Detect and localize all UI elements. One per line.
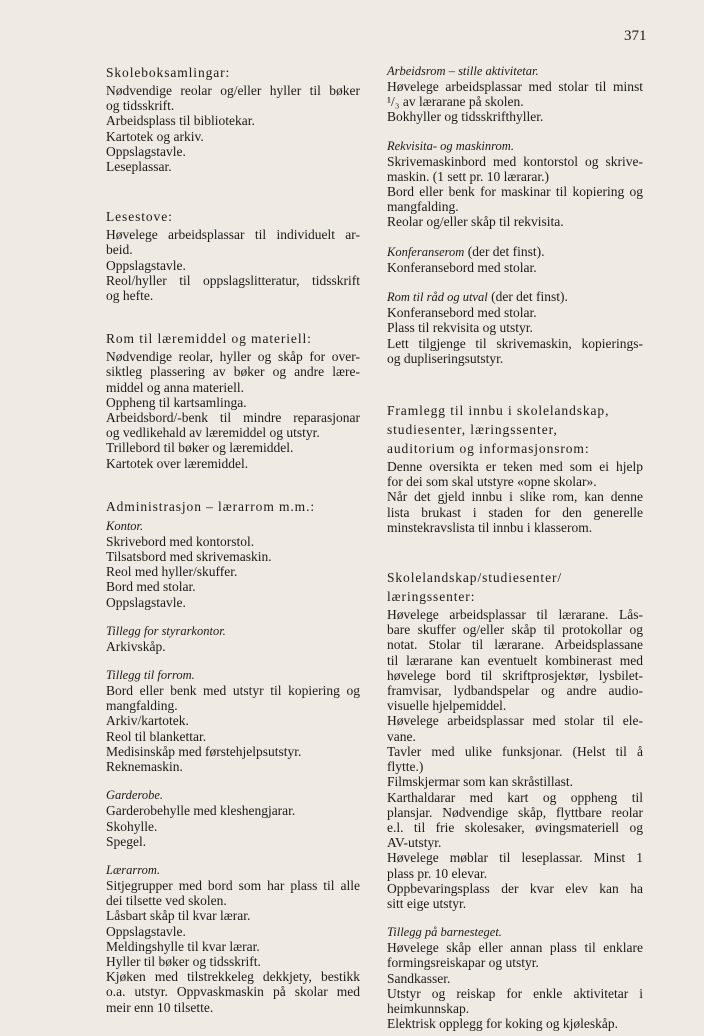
text-line: Meldingshylle til kvar lærar. <box>106 938 260 954</box>
text-line: og tidsskrift. <box>106 98 175 114</box>
subsection-title: Tillegg til forrom. <box>106 668 195 683</box>
section-body <box>387 459 643 535</box>
subsection-title-suffix: (der det finst). <box>464 243 545 259</box>
text-line: sitt eige utstyr. <box>387 895 467 911</box>
text-line: formingsreiskapar og utstyr. <box>387 955 539 971</box>
text-line: Oppslagstavle. <box>106 257 186 273</box>
subsection-laerarrom <box>106 863 360 1015</box>
text-line: til lærarane kan eventuelt kombinerast med <box>387 652 643 668</box>
subsection-body <box>387 79 643 125</box>
subsection-body <box>106 683 360 774</box>
text-line: Sitjegrupper med bord som har plass til alle <box>106 877 360 893</box>
text-line: Skolelandskap/studiesenter/ <box>387 570 563 586</box>
section-body <box>387 607 643 911</box>
text-line: Medisinskåp med førstehjelpsutstyr. <box>106 743 302 759</box>
text-line: auditorium og informasjonsrom: <box>387 441 590 457</box>
text-line: dei tilsette ved skolen. <box>106 893 227 909</box>
subsection-title: Tillegg på barnesteget. <box>387 925 502 940</box>
text-line: Bord eller benk med utstyr til kopiering og <box>106 683 360 699</box>
text-line: læringssenter: <box>387 589 476 605</box>
text-line: Arbeidsplass til bibliotekar. <box>106 113 255 129</box>
text-line: Leseplassar. <box>106 159 172 175</box>
section-rekvisita <box>387 139 643 230</box>
text-line: Oppheng til kartsamlinga. <box>106 394 247 410</box>
text-line: vane. <box>387 728 416 744</box>
text-line: Kjøken med tilstrekkeleg dekkjety, bestikk <box>106 969 360 985</box>
text-line: Arkivskåp. <box>106 638 166 654</box>
section-rom-laeremiddel <box>106 330 360 471</box>
subsection-title-suffix: (der det finst). <box>487 289 568 305</box>
section-heading <box>387 569 643 605</box>
text-line: Filmskjermar som kan skråstillast. <box>387 774 573 790</box>
text-line: Hyller til bøker og tidsskrift. <box>106 953 261 969</box>
text-line: beid. <box>106 242 133 258</box>
text-line: Oppslagstavle. <box>106 143 186 159</box>
text-line: framvisar, lydbandspelar og andre audio- <box>387 683 643 699</box>
subsection-body <box>387 260 643 275</box>
text-line: mangfalding. <box>387 199 459 215</box>
text-line: siktleg plassering av bøker og andre lære- <box>106 364 360 380</box>
text-line: Denne oversikta er teken med som ei hjelp <box>387 459 643 475</box>
text-line: e.l. til frie skolesaker, øvingsmateriell og <box>387 819 643 835</box>
section-body <box>106 227 360 303</box>
text-line: Garderobehylle med kleshengjarar. <box>106 803 296 819</box>
text-line: og hefte. <box>106 288 154 304</box>
text-line: heimkunnskap. <box>387 1000 470 1016</box>
text-line: Oppslagstavle. <box>106 594 186 610</box>
subsection-body <box>387 154 643 230</box>
text-line: Nødvendige reolar og/eller hyller til bøker <box>106 83 360 98</box>
text-line: Oppbevaringsplass der kvar elev kan ha <box>387 880 643 896</box>
section-body <box>106 83 360 174</box>
text-line: middel og anna materiell. <box>106 379 244 395</box>
section-konferanserom <box>387 244 643 275</box>
text-line: Tavler med ulike funksjonar. (Helst til å <box>387 743 643 759</box>
text-line: Høvelege møblar til leseplassar. Minst 1 <box>387 850 643 866</box>
text-line: Arbeidsbord/-benk til mindre reparasjonar <box>106 410 360 426</box>
text-line: flytte.) <box>387 759 424 775</box>
subsection-styrarkontor <box>106 624 360 654</box>
text-line: Når det gjeld innbu i slike rom, kan denne <box>387 489 643 505</box>
text-line: o.a. utstyr. Oppvaskmaskin på skolar med <box>106 984 360 1000</box>
section-heading: Skoleboksamlingar: <box>106 65 231 80</box>
text-line: Høvelege arbeidsplassar med stolar til minst <box>387 79 643 94</box>
text-line: Bokhyller og tidsskrifthyller. <box>387 109 544 125</box>
section-body <box>106 349 360 471</box>
subsection-title-line <box>387 244 643 260</box>
text-line: lista brukast i staden for den generelle <box>387 504 643 520</box>
text-line: og dupliseringsutstyr. <box>387 350 504 366</box>
subsection-body <box>106 878 360 1015</box>
text-line: plass pr. 10 elevar. <box>387 865 488 881</box>
text-line: meir enn 10 tilsette. <box>106 999 214 1015</box>
text-line: Trillebord til bøker og læremiddel. <box>106 440 294 456</box>
subsection-title-line <box>387 289 643 305</box>
text-line: bare skuffer og/eller skåp til protokollar og <box>387 622 643 638</box>
subsection-body <box>106 803 360 849</box>
text-line: Reol/hyller til oppslagslitteratur, tidsskrift <box>106 272 360 288</box>
section-heading: Rom til læremiddel og materiell: <box>106 331 312 347</box>
subsection-title: Kontor. <box>106 518 144 533</box>
right-column <box>387 64 643 1031</box>
text-line: Bord med stolar. <box>106 579 196 595</box>
subsection-title: Garderobe. <box>106 788 164 803</box>
text-line: minstekravslista til innbu i klasserom. <box>387 519 593 535</box>
text-line: Sandkasser. <box>387 970 451 986</box>
text-line: Konferansebord med stolar. <box>387 259 537 275</box>
subsection-body <box>387 305 643 366</box>
text-line: Reolar og/eller skåp til rekvisita. <box>387 214 564 230</box>
text-line: Reol til blankettar. <box>106 728 207 744</box>
text-line: Høvelege arbeidsplassar med stolar til ele- <box>387 713 643 729</box>
text-line: Kartotek og arkiv. <box>106 128 204 144</box>
text-line: Karthaldarar med kart og oppheng til <box>387 789 643 805</box>
text-line: Reknemaskin. <box>106 759 183 775</box>
section-rom-raad <box>387 289 643 366</box>
text-line: plansjar. Nødvendige skåp, flyttbare reolar <box>387 804 643 820</box>
page-number: 371 <box>624 28 647 44</box>
section-heading <box>387 402 643 457</box>
text-line: Kartotek over læremiddel. <box>106 455 249 471</box>
text-line: Elektrisk opplegg for koking og kjøleskåp. <box>387 1016 618 1032</box>
subsection-title: Arbeidsrom – stille aktivitetar. <box>387 64 539 78</box>
text-line: ¹/₃ av lærarane på skolen. <box>387 94 524 110</box>
text-line: notat. Stolar til lærarane. Arbeidsplassane <box>387 637 643 653</box>
text-line: og vedlikehald av læremiddel og utstyr. <box>106 425 320 441</box>
text-line: Høvelege arbeidsplassar til individuelt ar- <box>106 227 360 243</box>
text-line: studiesenter, læringssenter, <box>387 422 558 438</box>
section-lesestove <box>106 208 360 303</box>
subsection-forrom <box>106 668 360 774</box>
text-line: Framlegg til innbu i skolelandskap, <box>387 403 610 419</box>
text-line: Spegel. <box>106 833 147 849</box>
text-line: Høvelege skåp eller annan plass til enklare <box>387 940 643 956</box>
text-line: Utstyr og reiskap for enkle aktivitetar i <box>387 985 643 1001</box>
text-line: høvelege bord til skriftprosjektør, lysbilet- <box>387 667 643 683</box>
text-line: Oppslagstavle. <box>106 923 186 939</box>
text-line: Skrivemaskinbord med kontorstol og skrive- <box>387 153 643 169</box>
text-line: Bord eller benk for maskinar til kopiering og <box>387 184 643 200</box>
text-line: Låsbart skåp til kvar lærar. <box>106 908 251 924</box>
section-skoleboksamlingar <box>106 64 360 174</box>
section-heading: Administrasjon – lærarrom m.m.: <box>106 498 316 514</box>
text-line: Arkiv/kartotek. <box>106 713 189 729</box>
subsection-body <box>106 639 360 654</box>
subsection-title: Rom til råd og utval <box>387 290 488 305</box>
subsection-garderobe <box>106 788 360 849</box>
text-line: Tilsatsbord med skrivemaskin. <box>106 549 272 565</box>
left-column <box>106 64 360 1015</box>
subsection-body <box>387 940 643 1031</box>
text-line: Høvelege arbeidsplassar til lærarane. Lås- <box>387 607 643 623</box>
subsection-title: Tillegg for styrarkontor. <box>106 623 226 638</box>
text-line: Lett tilgjenge til skrivemaskin, kopierings- <box>387 335 643 351</box>
section-arbeidsrom <box>387 64 643 125</box>
text-line: Reol med hyller/skuffer. <box>106 564 238 580</box>
text-line: Skohylle. <box>106 818 158 834</box>
text-line: visuelle hjelpemiddel. <box>387 698 507 714</box>
text-line: Skrivebord med kontorstol. <box>106 533 255 549</box>
subsection-title: Konferanserom <box>387 244 465 259</box>
subsection-body <box>106 534 360 610</box>
section-heading: Lesestove: <box>106 209 173 225</box>
section-barnesteget <box>387 925 643 1031</box>
text-line: maskin. (1 sett pr. 10 lærarar.) <box>387 168 549 184</box>
text-line: Konferansebord med stolar. <box>387 305 537 321</box>
subsection-title: Lærarrom. <box>106 862 161 877</box>
section-skolelandskap <box>387 569 643 911</box>
text-line: Nødvendige reolar, hyller og skåp for over- <box>106 349 360 365</box>
subsection-title: Rekvisita- og maskinrom. <box>387 138 514 153</box>
text-line: Plass til rekvisita og utstyr. <box>387 320 533 336</box>
text-line: for dei som skal utstyre «opne skolar». <box>387 474 597 490</box>
subsection-kontor <box>106 519 360 610</box>
section-framlegg <box>387 402 643 535</box>
text-line: mangfalding. <box>106 698 178 714</box>
text-line: AV-utstyr. <box>387 835 442 851</box>
section-administrasjon <box>106 498 360 1015</box>
